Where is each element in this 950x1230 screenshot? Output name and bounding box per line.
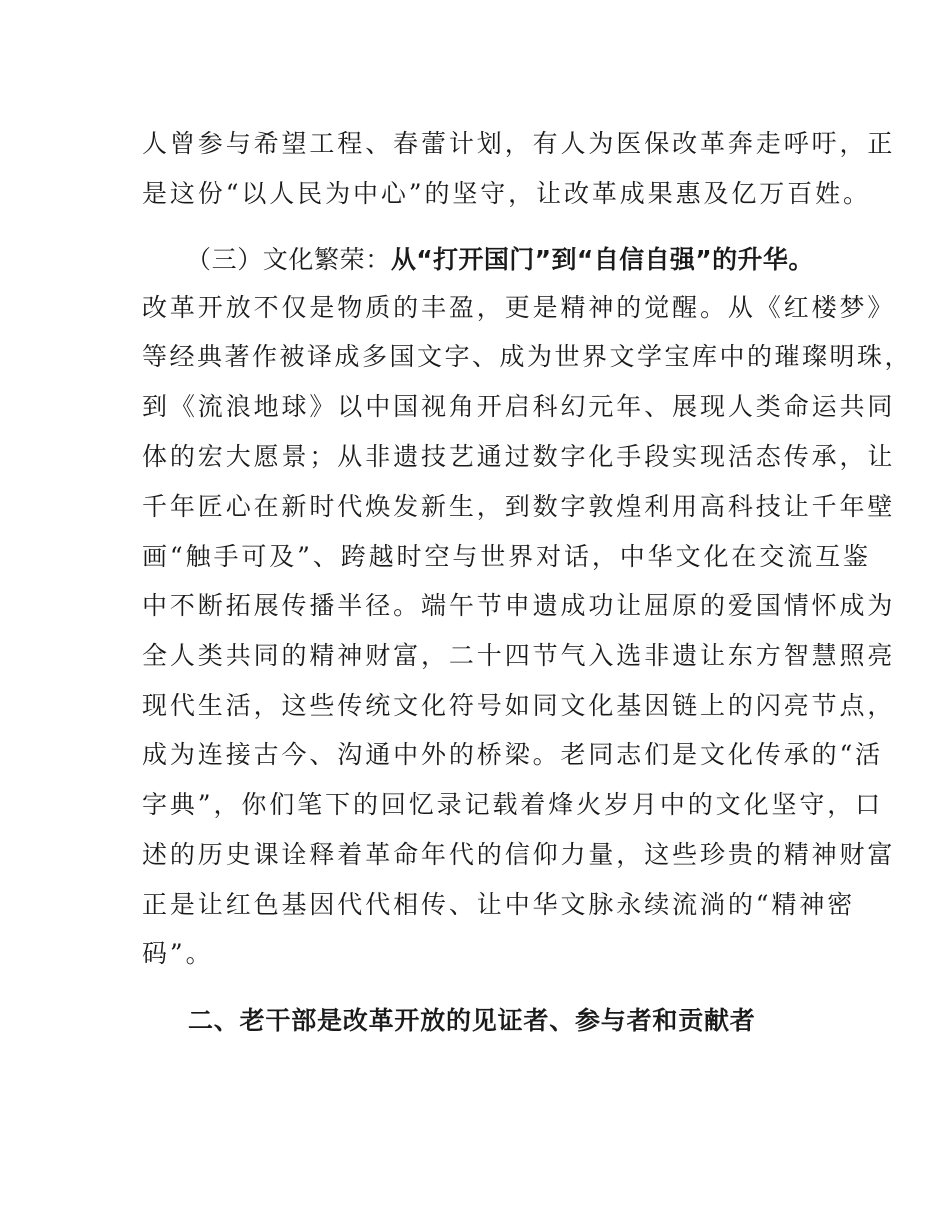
paragraph-line: 千年匠心在新时代焕发新生，到数字敦煌利用高科技让千年壁 <box>142 492 896 521</box>
section-heading: 二、老干部是改革开放的见证者、参与者和贡献者 <box>188 1006 756 1035</box>
section-subheading <box>186 244 866 276</box>
paragraph-line: 字典”，你们笔下的回忆录记载着烽火岁月中的文化坚守，口 <box>142 790 884 819</box>
paragraph-line: 体的宏大愿景；从非遗技艺通过数字化手段实现活态传承，让 <box>142 442 896 471</box>
paragraph-line: 等经典著作被译成多国文字、成为世界文学宝库中的璀璨明珠， <box>142 342 913 371</box>
subheading-title: 从“打开国门”到“自信自强”的升华。 <box>390 245 814 274</box>
subheading-lead: （三）文化繁荣： <box>186 245 391 274</box>
paragraph-line: 中不断拓展传播半径。端午节申遗成功让屈原的爱国情怀成为 <box>142 591 896 620</box>
paragraph-line: 现代生活，这些传统文化符号如同文化基因链上的闪亮节点， <box>142 691 896 720</box>
paragraph-line: 改革开放不仅是物质的丰盈，更是精神的觉醒。从《红楼梦》 <box>142 293 896 322</box>
paragraph-line: 述的历史课诠释着革命年代的信仰力量，这些珍贵的精神财富 <box>142 840 896 869</box>
paragraph-line: 全人类共同的精神财富，二十四节气入选非遗让东方智慧照亮 <box>142 641 896 670</box>
paragraph-line: 人曾参与希望工程、春蕾计划，有人为医保改革奔走呼吁，正 <box>142 129 896 158</box>
paragraph-line: 成为连接古今、沟通中外的桥梁。老同志们是文化传承的“活 <box>142 740 884 769</box>
paragraph-line: 是这份“以人民为中心”的坚守，让改革成果惠及亿万百姓。 <box>142 179 871 208</box>
paragraph-line: 码”。 <box>142 939 214 968</box>
paragraph-line: 正是让红色基因代代相传、让中华文脉永续流淌的“精神密 <box>142 890 856 919</box>
paragraph-line: 画“触手可及”、跨越时空与世界对话，中华文化在交流互鉴 <box>142 542 871 571</box>
paragraph-line: 到《流浪地球》以中国视角开启科幻元年、展现人类命运共同 <box>142 392 896 421</box>
